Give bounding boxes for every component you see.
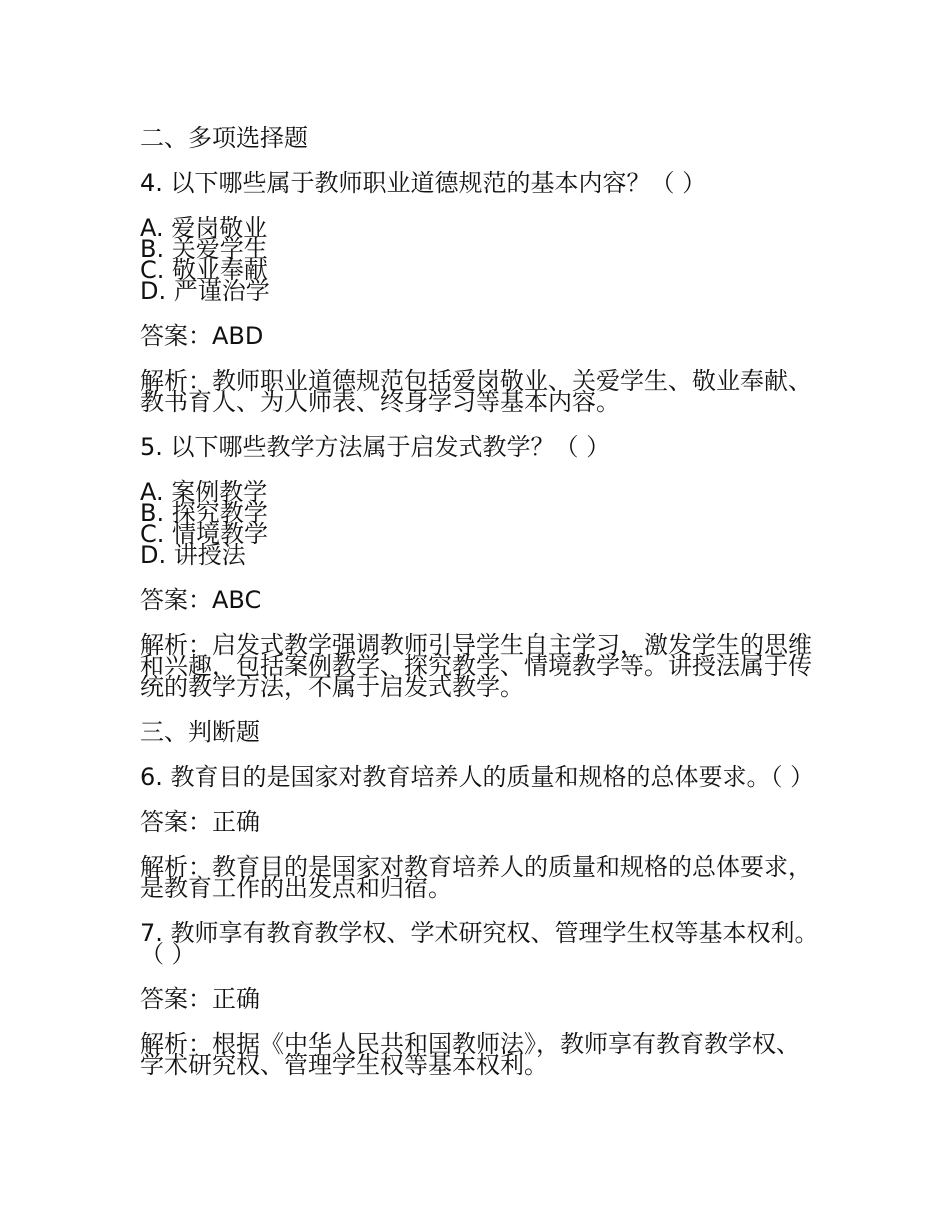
question-6-analysis: 解析：教育目的是国家对教育培养人的质量和规格的总体要求，是教育工作的出发点和归宿。 xyxy=(140,853,812,902)
question-6-answer: 答案：正确 xyxy=(140,808,260,836)
option-d: D. 讲授法 xyxy=(140,541,246,569)
option-b: B. 关爱学生 xyxy=(140,235,268,263)
option-d: D. 严谨治学 xyxy=(140,277,270,305)
question-7-analysis: 解析：根据《中华人民共和国教师法》，教师享有教育教学权、学术研究权、管理学生权等基本权利。 xyxy=(140,1030,800,1079)
question-7-answer: 答案：正确 xyxy=(140,985,260,1013)
question-4-options xyxy=(140,214,820,305)
option-a: A. 爱岗敬业 xyxy=(140,214,268,242)
option-a: A. 案例教学 xyxy=(140,478,268,506)
question-6: 6. 教育目的是国家对教育培养人的质量和规格的总体要求。（ ） xyxy=(140,763,815,791)
section-title-true-false: 三、判断题 xyxy=(140,718,260,746)
section-title-multiple-choice: 二、多项选择题 xyxy=(140,124,308,152)
document-page xyxy=(140,124,820,1100)
question-5: 5. 以下哪些教学方法属于启发式教学？（ ） xyxy=(140,433,611,461)
question-7: 7. 教师享有教育教学权、学术研究权、管理学生权等基本权利。（ ） xyxy=(140,919,819,968)
question-4-analysis: 解析：教师职业道德规范包括爱岗敬业、关爱学生、敬业奉献、教书育人、为人师表、终身学习等基本内容。 xyxy=(140,367,812,416)
option-c: C. 敬业奉献 xyxy=(140,256,269,284)
option-c: C. 情境教学 xyxy=(140,520,269,548)
question-4: 4. 以下哪些属于教师职业道德规范的基本内容？（ ） xyxy=(140,169,707,197)
question-5-options xyxy=(140,478,820,569)
question-4-answer: 答案：ABD xyxy=(140,322,264,350)
option-b: B. 探究教学 xyxy=(140,499,268,527)
question-5-answer: 答案：ABC xyxy=(140,586,262,614)
question-5-analysis: 解析：启发式教学强调教师引导学生自主学习，激发学生的思维和兴趣，包括案例教学、探究教学、情境教学等。讲授法属于传统的教学方法，不属于启发式教学。 xyxy=(140,631,812,701)
